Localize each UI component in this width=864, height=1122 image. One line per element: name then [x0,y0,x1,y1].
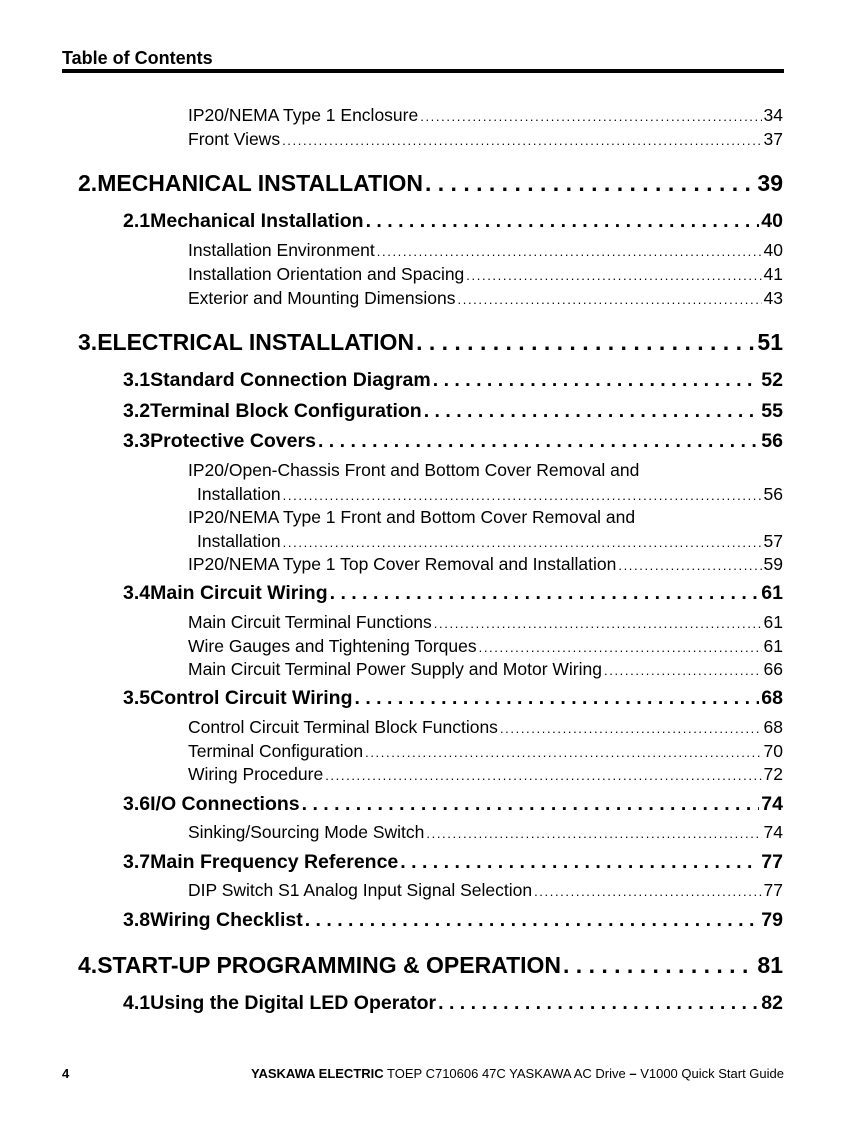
toc-section-label: Main Frequency Reference [150,851,399,873]
toc-entry[interactable] [197,531,783,554]
toc-chapter[interactable] [78,329,783,359]
toc-section-page: 56 [761,430,783,452]
toc-section-label: I/O Connections [150,793,300,815]
toc-section[interactable] [123,687,783,713]
toc-entry[interactable] [188,822,783,845]
toc-section-number: 4.1 [123,992,151,1014]
toc-section[interactable] [123,210,783,236]
toc-chapter-label: MECHANICAL INSTALLATION [97,170,423,196]
toc-entry-page: 74 [763,822,783,842]
toc-chapter-page: 39 [757,170,783,196]
toc-section[interactable] [123,992,783,1018]
toc-section-number: 3.3 [123,430,151,452]
toc-section-label: Control Circuit Wiring [150,687,353,709]
toc-section-label: Mechanical Installation [150,210,364,232]
toc-entry-label: IP20/NEMA Type 1 Top Cover Removal and Installation [188,554,617,574]
toc-chapter-number: 2. [78,170,98,196]
dot-leader [438,992,759,1015]
toc-section-page: 77 [761,851,783,873]
toc-entry-label: Terminal Configuration [188,741,364,761]
toc-entry[interactable] [188,764,783,787]
footer-dash: – [629,1066,637,1081]
toc-entry[interactable] [188,659,783,682]
toc-section-number: 3.1 [123,369,151,391]
toc-chapter-label: START-UP PROGRAMMING & OPERATION [97,952,562,978]
dot-leader [425,170,755,197]
toc-entry[interactable] [188,288,783,311]
toc-entry-label: DIP Switch S1 Analog Input Signal Selection [188,880,533,900]
dot-leader [377,244,762,259]
dot-leader [302,793,760,816]
toc-entry-page: 40 [763,240,783,260]
toc-section-page: 82 [761,992,783,1014]
toc-entry-label: Wiring Procedure [188,764,324,784]
dot-leader [420,109,761,124]
toc-entry-label: Installation [197,531,281,551]
toc-entry-page: 72 [763,764,783,784]
dot-leader [424,400,760,423]
toc-chapter-number: 4. [78,952,98,978]
toc-entry[interactable] [197,484,783,507]
toc-section[interactable] [123,400,783,426]
toc-chapter[interactable] [78,170,783,200]
toc-section-label: Standard Connection Diagram [150,369,431,391]
dot-leader [618,558,761,573]
toc-entry-label[interactable]: IP20/NEMA Type 1 Front and Bottom Cover Removal and [188,507,636,527]
toc-entry-label: Main Circuit Terminal Functions [188,612,432,632]
toc-chapter-label: ELECTRICAL INSTALLATION [97,329,415,355]
dot-leader [426,826,761,841]
toc-section-page: 61 [761,582,783,604]
toc-entry-page: 66 [763,659,783,679]
toc-section-page: 55 [761,400,783,422]
toc-entry[interactable] [188,612,783,635]
toc-section-label: Terminal Block Configuration [150,400,422,422]
dot-leader [365,745,761,760]
toc-entry[interactable] [188,880,783,903]
footer-page-number: 4 [62,1066,70,1081]
dot-leader [500,721,762,736]
footer-company: YASKAWA ELECTRIC [250,1066,384,1081]
toc-section[interactable] [123,369,783,395]
toc-entry-label: Installation Environment [188,240,375,260]
toc-entry-label: Installation [197,484,281,504]
toc-chapter[interactable] [78,952,783,982]
toc-section-number: 3.8 [123,909,151,931]
dot-leader [283,535,762,550]
toc-entry-page: 56 [763,484,783,504]
dot-leader [466,268,761,283]
toc-entry[interactable] [188,717,783,740]
toc-entry[interactable] [188,264,783,287]
toc-chapter-page: 81 [757,952,783,978]
header-title: Table of Contents [62,48,213,68]
dot-leader [433,369,760,392]
header-rule [62,69,784,73]
dot-leader [305,909,760,932]
toc-entry[interactable] [188,105,783,128]
toc-entry-page: 41 [763,264,783,284]
toc-entry-page: 61 [763,636,783,656]
footer-guide-title: V1000 Quick Start Guide [636,1066,784,1081]
dot-leader [458,292,762,307]
dot-leader [400,851,759,874]
toc-entry[interactable] [188,636,783,659]
toc-section-page: 68 [761,687,783,709]
dot-leader [325,768,761,783]
dot-leader [330,582,760,605]
toc-section[interactable] [123,793,783,819]
dot-leader [604,663,762,678]
dot-leader [563,952,755,979]
toc-entry-page: 68 [763,717,783,737]
toc-entry[interactable] [188,741,783,764]
dot-leader [282,133,761,148]
dot-leader [434,616,762,631]
toc-entry-page: 57 [763,531,783,551]
toc-entry-label: Wire Gauges and Tightening Torques [188,636,477,656]
toc-section-number: 3.4 [123,582,151,604]
toc-section-label: Main Circuit Wiring [150,582,328,604]
page-header [62,46,784,70]
toc-section-number: 3.7 [123,851,151,873]
toc-entry-page: 61 [763,612,783,632]
toc-entry-page: 77 [763,880,783,900]
toc-chapter-page: 51 [757,329,783,355]
toc-section-number: 3.5 [123,687,151,709]
toc-section-number: 3.2 [123,400,151,422]
dot-leader [318,430,759,453]
toc-section-page: 74 [761,793,783,815]
toc-entry-page: 34 [763,105,783,125]
dot-leader [416,329,755,356]
toc-entry-label: Installation Orientation and Spacing [188,264,465,284]
toc-entry-label: Front Views [188,129,281,149]
toc-section-page: 40 [761,210,783,232]
toc-section-page: 79 [761,909,783,931]
footer-document-info [251,1066,784,1081]
toc-entry-label: Control Circuit Terminal Block Functions [188,717,498,737]
toc-section-page: 52 [761,369,783,391]
toc-entry[interactable] [188,240,783,263]
toc-entry-label: Main Circuit Terminal Power Supply and Motor Wiring [188,659,602,679]
toc-entry-page: 37 [763,129,783,149]
dot-leader [283,488,762,503]
toc-section-label: Wiring Checklist [150,909,303,931]
toc-chapter-number: 3. [78,329,98,355]
footer-doc-info: TOEP C710606 47C YASKAWA AC Drive [383,1066,630,1081]
toc-section-label: Using the Digital LED Operator [150,992,437,1014]
toc-entry[interactable] [188,129,783,152]
toc-entry-label: Exterior and Mounting Dimensions [188,288,456,308]
toc-entry-label: Sinking/Sourcing Mode Switch [188,822,425,842]
toc-section[interactable] [123,430,783,456]
toc-section[interactable] [123,851,783,877]
toc-section-number: 3.6 [123,793,151,815]
toc-section[interactable] [123,582,783,608]
dot-leader [534,884,761,899]
toc-section[interactable] [123,909,783,935]
dot-leader [366,210,760,233]
toc-entry-page: 59 [763,554,783,574]
toc-entry-label[interactable]: IP20/Open-Chassis Front and Bottom Cover Removal and [188,460,640,480]
dot-leader [479,640,762,655]
toc-entry-page: 70 [763,741,783,761]
toc-entry-label: IP20/NEMA Type 1 Enclosure [188,105,419,125]
toc-entry[interactable] [188,554,783,577]
dot-leader [355,687,760,710]
toc-section-label: Protective Covers [150,430,316,452]
toc-section-number: 2.1 [123,210,151,232]
toc-entry-page: 43 [763,288,783,308]
